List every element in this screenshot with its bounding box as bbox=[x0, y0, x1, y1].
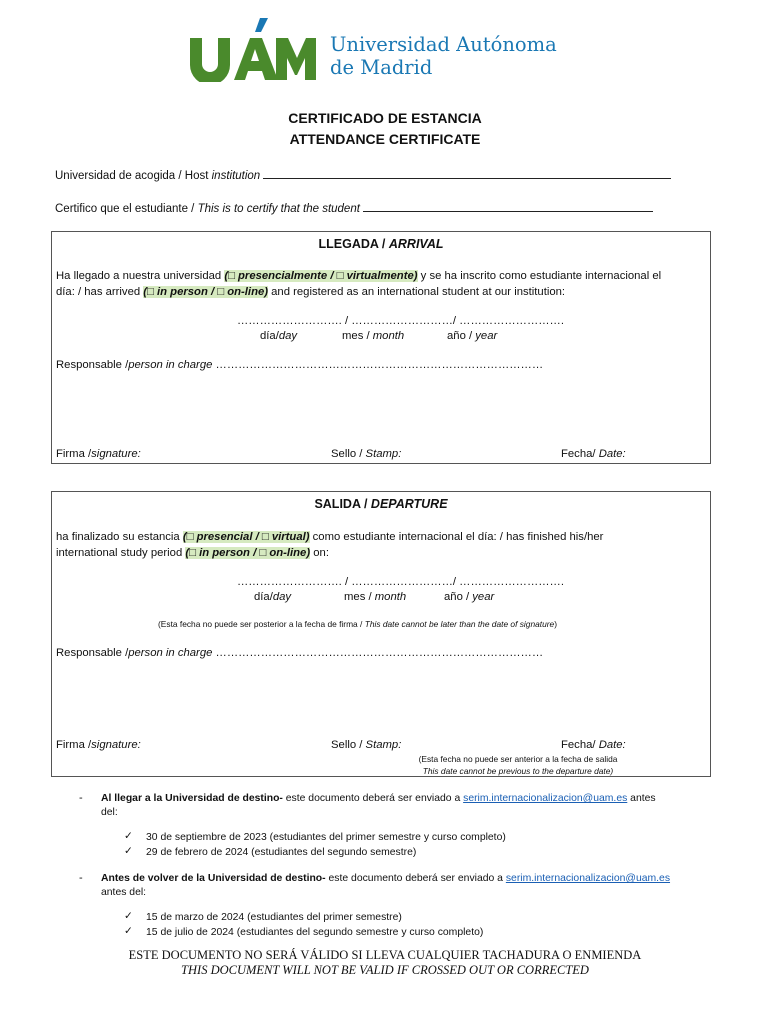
departure-text: como estudiante internacional el día: / has finished his/her bbox=[309, 531, 604, 543]
departure-date-dots[interactable]: ………………………. / ………………………/ ………………………. bbox=[237, 576, 564, 588]
arrival-mode-checkboxes-es[interactable]: (□ presencialmente / □ virtualmente) bbox=[224, 270, 418, 282]
check-icon: ✓ bbox=[124, 831, 133, 842]
departure-text: international study period bbox=[56, 547, 186, 559]
arrival-day-label bbox=[260, 328, 297, 344]
arrival-text: día: / has arrived bbox=[56, 286, 144, 298]
arrival-line2 bbox=[56, 284, 708, 300]
arrival-section bbox=[51, 231, 711, 464]
instruction-arrival bbox=[101, 792, 681, 820]
departure-section bbox=[51, 491, 711, 777]
departure-paragraph bbox=[56, 529, 708, 561]
instruction-departure-bold: Antes de volver de la Universidad de destino- bbox=[101, 873, 326, 884]
student-label-es: Certifico que el estudiante / bbox=[55, 203, 198, 215]
check-icon: ✓ bbox=[124, 926, 133, 937]
host-blank-line[interactable] bbox=[263, 168, 671, 179]
signature-label-en: signature: bbox=[91, 739, 141, 751]
departure-date-constraint bbox=[408, 753, 628, 777]
student-label-en: This is to certify that the student bbox=[197, 203, 360, 215]
dash-bullet: - bbox=[79, 792, 83, 804]
year-label-es: año / bbox=[447, 330, 476, 342]
month-label-en: month bbox=[374, 591, 407, 603]
arrival-text: and registered as an international student at our institution: bbox=[268, 286, 566, 298]
responsible-label-en: person in charge bbox=[128, 647, 213, 659]
check-icon: ✓ bbox=[124, 911, 133, 922]
signature-label-en: signature: bbox=[91, 448, 141, 460]
departure-signature[interactable] bbox=[56, 737, 141, 753]
arrival-month-label bbox=[342, 328, 404, 344]
instruction-arrival-bold: Al llegar a la Universidad de destino- bbox=[101, 793, 283, 804]
departure-month-label bbox=[344, 589, 406, 605]
responsible-label-es: Responsable / bbox=[56, 359, 129, 371]
validity-warning-en: THIS DOCUMENT WILL NOT BE VALID IF CROSSED OUT OR CORRECTED bbox=[181, 963, 589, 977]
departure-text: on: bbox=[310, 547, 329, 559]
arrival-title-es: LLEGADA / bbox=[318, 237, 389, 251]
date-constraint-es: (Esta fecha no puede ser anterior a la fecha de salida bbox=[418, 754, 618, 764]
day-label-es: día/ bbox=[260, 330, 279, 342]
email-link[interactable]: serim.internacionalizacion@uam.es bbox=[463, 793, 628, 804]
day-label-en: day bbox=[272, 591, 292, 603]
departure-mode-checkboxes-es[interactable]: (□ presencial / □ virtual) bbox=[182, 531, 310, 543]
arrival-text: Ha llegado a nuestra universidad bbox=[56, 270, 225, 282]
title-en: ATTENDANCE CERTIFICATE bbox=[289, 131, 481, 147]
date-label-es: Fecha/ bbox=[561, 739, 599, 751]
signature-label-es: Firma / bbox=[56, 448, 92, 460]
responsible-label-es: Responsable / bbox=[56, 647, 129, 659]
arrival-date-dots[interactable]: ………………………. / ………………………/ ………………………. bbox=[237, 315, 564, 327]
year-label-en: year bbox=[472, 591, 495, 603]
instruction-departure bbox=[101, 872, 701, 900]
departure-text: ha finalizado su estancia bbox=[56, 531, 183, 543]
email-link[interactable]: serim.internacionalizacion@uam.es bbox=[505, 873, 671, 884]
arrival-title bbox=[52, 237, 710, 251]
instruction-arrival-line2: del: bbox=[101, 807, 118, 818]
title-es: CERTIFICADO DE ESTANCIA bbox=[288, 110, 482, 126]
dash-bullet: - bbox=[79, 872, 83, 884]
arrival-stamp[interactable] bbox=[331, 446, 401, 462]
university-name bbox=[330, 33, 557, 79]
date-label-en: Date: bbox=[598, 739, 626, 751]
month-label-es: mes / bbox=[344, 591, 375, 603]
university-name-line2: de Madrid bbox=[330, 56, 433, 79]
day-label-es: día/ bbox=[254, 591, 273, 603]
departure-date-note bbox=[158, 619, 557, 629]
deadline-arrival-2: 29 de febrero de 2024 (estudiantes del segundo semestre) bbox=[146, 847, 417, 858]
deadline-departure-2: 15 de julio de 2024 (estudiantes del segundo semestre y curso completo) bbox=[146, 927, 484, 938]
date-label-en: Date: bbox=[598, 448, 626, 460]
responsible-dots: …………………………………………………………………………… bbox=[212, 359, 544, 371]
departure-mode-checkboxes-en[interactable]: (□ in person / □ on-line) bbox=[185, 547, 311, 559]
stamp-label-en: Stamp: bbox=[365, 448, 402, 460]
date-constraint-en: This date cannot be previous to the departure date) bbox=[422, 766, 614, 776]
departure-day-label bbox=[254, 589, 291, 605]
deadline-departure-1: 15 de marzo de 2024 (estudiantes del primer semestre) bbox=[146, 912, 402, 923]
responsible-dots: …………………………………………………………………………… bbox=[212, 647, 544, 659]
arrival-year-label bbox=[447, 328, 497, 344]
check-icon: ✓ bbox=[124, 846, 133, 857]
instruction-arrival-text: este documento deberá ser enviado a bbox=[282, 793, 464, 804]
note-es: (Esta fecha no puede ser posterior a la fecha de firma / bbox=[158, 619, 365, 629]
year-label-es: año / bbox=[444, 591, 473, 603]
host-institution-field bbox=[55, 168, 671, 182]
month-label-es: mes / bbox=[342, 330, 373, 342]
instruction-departure-line2: antes del: bbox=[101, 887, 147, 898]
uam-logo bbox=[188, 18, 318, 82]
arrival-title-en: ARRIVAL bbox=[388, 237, 444, 251]
arrival-paragraph bbox=[56, 268, 708, 300]
departure-responsible[interactable] bbox=[56, 645, 543, 661]
signature-label-es: Firma / bbox=[56, 739, 92, 751]
departure-title-es: SALIDA / bbox=[314, 497, 371, 511]
responsible-label-en: person in charge bbox=[128, 359, 213, 371]
day-label-en: day bbox=[278, 330, 298, 342]
arrival-text: y se ha inscrito como estudiante internacional el bbox=[417, 270, 662, 282]
note-end: ) bbox=[554, 619, 557, 629]
validity-warning-es: ESTE DOCUMENTO NO SERÁ VÁLIDO SI LLEVA CUALQUIER TACHADURA O ENMIENDA bbox=[128, 948, 642, 962]
departure-line1 bbox=[56, 529, 708, 545]
date-label-es: Fecha/ bbox=[561, 448, 599, 460]
year-label-en: year bbox=[475, 330, 498, 342]
departure-title bbox=[52, 497, 710, 511]
departure-year-label bbox=[444, 589, 494, 605]
departure-stamp[interactable] bbox=[331, 737, 401, 753]
instruction-arrival-after: antes bbox=[627, 793, 656, 804]
stamp-label-es: Sello / bbox=[331, 448, 366, 460]
month-label-en: month bbox=[372, 330, 405, 342]
note-en: This date cannot be later than the date of signature bbox=[364, 619, 555, 629]
departure-line2 bbox=[56, 545, 708, 561]
student-blank-line[interactable] bbox=[363, 201, 653, 212]
departure-date[interactable] bbox=[561, 737, 626, 753]
host-label-es: Universidad de acogida / Host bbox=[55, 170, 212, 182]
instruction-departure-text: este documento deberá ser enviado a bbox=[325, 873, 506, 884]
arrival-line1 bbox=[56, 268, 708, 284]
deadline-arrival-1: 30 de septiembre de 2023 (estudiantes del primer semestre y curso completo) bbox=[146, 832, 506, 843]
student-field bbox=[55, 201, 653, 215]
host-label-en: institution bbox=[211, 170, 261, 182]
university-name-line1: Universidad Autónoma bbox=[330, 33, 557, 56]
arrival-date[interactable] bbox=[561, 446, 626, 462]
stamp-label-en: Stamp: bbox=[365, 739, 402, 751]
arrival-mode-checkboxes-en[interactable]: (□ in person / □ on-line) bbox=[143, 286, 269, 298]
stamp-label-es: Sello / bbox=[331, 739, 366, 751]
departure-title-en: DEPARTURE bbox=[370, 497, 448, 511]
arrival-signature[interactable] bbox=[56, 446, 141, 462]
arrival-responsible[interactable] bbox=[56, 357, 543, 373]
